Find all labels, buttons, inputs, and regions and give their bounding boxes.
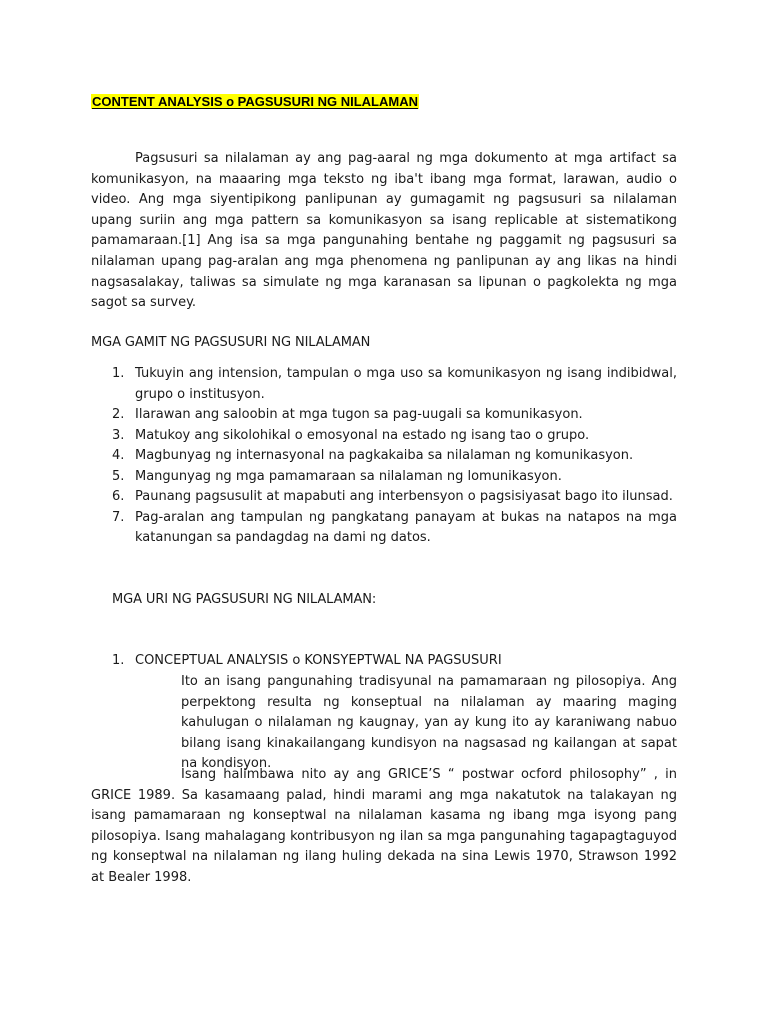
list-item-text: Paunang pagsusulit at mapabuti ang interbensyon o pagsisiyasat bago ito ilunsad. bbox=[135, 489, 673, 504]
list-item-text: Pag-aralan ang tampulan ng pangkatang panayam at bukas na natapos na mga katanungan sa pandagdag na dami ng datos. bbox=[135, 509, 677, 545]
list-item-text: Ilarawan ang saloobin at mga tugon sa pag-uugali sa komunikasyon. bbox=[135, 407, 583, 422]
list-item: 4. Magbunyag ng internasyonal na pagkakaiba sa nilalaman ng komunikasyon. bbox=[112, 448, 634, 463]
list-item-text: Magbunyag ng internasyonal na pagkakaiba sa nilalaman ng komunikasyon. bbox=[135, 448, 634, 463]
list-item: 5. Mangunyag ng mga pamamaraan sa nilalaman ng lomunikasyon. bbox=[112, 468, 562, 484]
types-heading: MGA URI NG PAGSUSURI NG NILALAMAN: bbox=[112, 592, 377, 607]
list-item-text: Mangunyag ng mga pamamaraan sa nilalaman ng lomunikasyon. bbox=[135, 468, 562, 484]
document-title bbox=[91, 92, 419, 112]
list-item: 3. Matukoy ang sikolohikal o emosyonal na estado ng isang tao o grupo. bbox=[112, 427, 590, 443]
example-paragraph: Isang halimbawa nito ay ang GRICE’S “ postwar ocford philosophy” , in GRICE 1989. Sa kasamaang palad, hindi marami ang mga nakatutok na talakayan ng isang pamamaraan ng konseptwal na nilalaman kasama ng ibang mga isyong pang pilosopiya. Isang mahalagang kontribusyon ng ilan sa mga pangunahing tagapagtaguyod ng konseptwal na nilalaman ng ilang huling dekada na sina Lewis 1970, Strawson 1992 at Bealer 1998. bbox=[91, 767, 677, 885]
intro-paragraph: Pagsusuri sa nilalaman ay ang pag-aaral ng mga dokumento at mga artifact sa komunikasyon, na maaaring mga teksto ng iba't ibang mga format, larawan, audio o video. Ang mga siyentipikong panlipunan ay gumagamit ng pagsusuri sa nilalaman upang suriin ang mga pattern sa komunikasyon sa isang replicable at sistematikong pamamaraan.[1] Ang isa sa mga pangunahing bentahe ng paggamit ng pagsusuri sa nilalaman upang pag-aralan ang mga phenomena ng panlipunan ay ang likas na hindi nagsasalakay, taliwas sa simulate ng mga karanasan sa lipunan o pagkolekta ng mga sagot sa survey. bbox=[91, 151, 677, 311]
type-heading bbox=[112, 651, 502, 671]
title-highlight: CONTENT ANALYSIS o PAGSUSURI NG NILALAMAN bbox=[92, 94, 418, 109]
list-item-text: Tukuyin ang intension, tampulan o mga uso sa komunikasyon ng isang indibidwal, grupo o institusyon. bbox=[135, 366, 677, 402]
type-title: CONCEPTUAL ANALYSIS o KONSYEPTWAL NA PAGSUSURI bbox=[135, 653, 502, 668]
list-item: 2. Ilarawan ang saloobin at mga tugon sa pag-uugali sa komunikasyon. bbox=[112, 407, 583, 422]
list-item-text: Matukoy ang sikolohikal o emosyonal na estado ng isang tao o grupo. bbox=[135, 427, 590, 443]
list-item: 1. Tukuyin ang intension, tampulan o mga uso sa komunikasyon ng isang indibidwal, grupo o institusyon. bbox=[112, 366, 677, 402]
uses-heading: MGA GAMIT NG PAGSUSURI NG NILALAMAN bbox=[91, 335, 371, 350]
list-item: 7. Pag-aralan ang tampulan ng pangkatang panayam at bukas na natapos na mga katanungan sa pandagdag na dami ng datos. bbox=[112, 509, 677, 545]
type-number: 1. bbox=[112, 653, 125, 668]
uses-list bbox=[91, 364, 677, 549]
list-item: 6. Paunang pagsusulit at mapabuti ang interbensyon o pagsisiyasat bago ito ilunsad. bbox=[112, 489, 673, 504]
type-description: Ito an isang pangunahing tradisyunal na pamamaraan ng pilosopiya. Ang perpektong resulta ng konseptual na nilalaman ay maaring maging kahulugan o nilalaman ng kaugnay, yan ay kung ito ay karaniwang nabuo bilang isang kinakailangang kundisyon na nagsasad ng kailangan at sapat na kondisyon. bbox=[181, 674, 677, 772]
